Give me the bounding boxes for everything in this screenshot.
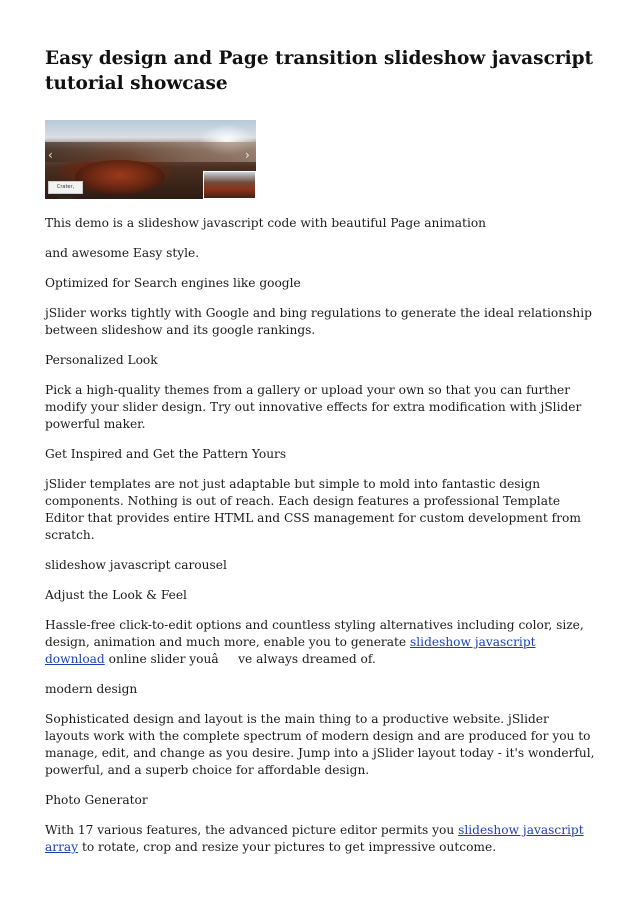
- paragraph: Sophisticated design and layout is the main thing to a productive website. jSlider layouts work with the complete spectrum of modern design and are produced for you to manage, edit, and change as you desire. Jump into a jSlider layout today - it's wonderful, powerful, and a superb choice for affordable design.: [45, 712, 595, 777]
- paragraph: jSlider works tightly with Google and bing regulations to generate the ideal relationship between slideshow and its google rankings.: [45, 306, 592, 337]
- image-ridge: [45, 142, 256, 162]
- paragraph: Optimized for Search engines like google: [45, 276, 301, 290]
- paragraph: This demo is a slideshow javascript code with beautiful Page animation: [45, 216, 487, 230]
- paragraph-text: online slider youâve always dreamed of.: [104, 652, 376, 666]
- paragraph-with-link: [45, 617, 595, 668]
- paragraph: Get Inspired and Get the Pattern Yours: [45, 447, 287, 461]
- image-caption: Crater, Hawaii: [48, 181, 83, 194]
- slideshow-image[interactable]: [45, 120, 256, 199]
- paragraph: Adjust the Look & Feel: [45, 588, 187, 602]
- paragraph: Personalized Look: [45, 353, 158, 367]
- paragraph-text: to rotate, crop and resize your pictures to get impressive outcome.: [78, 840, 497, 854]
- paragraph-text: Hassle-free click-to-edit options and countless styling alternatives including color, size, design, animation and much more, enable you to generate: [45, 618, 584, 649]
- paragraph: jSlider templates are not just adaptable but simple to mold into fantastic design components. Nothing is out of reach. Each design features a professional Template Editor that provides entire HTML and CSS management for custom development from scratch.: [45, 477, 581, 542]
- chevron-left-icon[interactable]: ‹: [48, 148, 53, 162]
- document-page: [45, 46, 595, 869]
- chevron-right-icon[interactable]: ›: [245, 148, 250, 162]
- slideshow-javascript-array-link[interactable]: slideshow javascript array: [45, 823, 584, 854]
- paragraph: modern design: [45, 682, 138, 696]
- paragraph: and awesome Easy style.: [45, 246, 200, 260]
- slideshow-javascript-download-link[interactable]: slideshow javascript download: [45, 635, 536, 666]
- paragraph: slideshow javascript carousel: [45, 558, 227, 572]
- image-thumbnail[interactable]: [203, 171, 256, 199]
- page-title: Easy design and Page transition slideshow javascript tutorial showcase: [45, 48, 594, 94]
- paragraph: Pick a high-quality themes from a gallery or upload your own so that you can further modify your slider design. Try out innovative effects for extra modification with jSlider powerful maker.: [45, 383, 582, 431]
- paragraph-with-link: [45, 822, 595, 856]
- paragraph-text: With 17 various features, the advanced picture editor permits you: [45, 823, 459, 837]
- paragraph: Photo Generator: [45, 793, 148, 807]
- image-crater: [75, 160, 165, 194]
